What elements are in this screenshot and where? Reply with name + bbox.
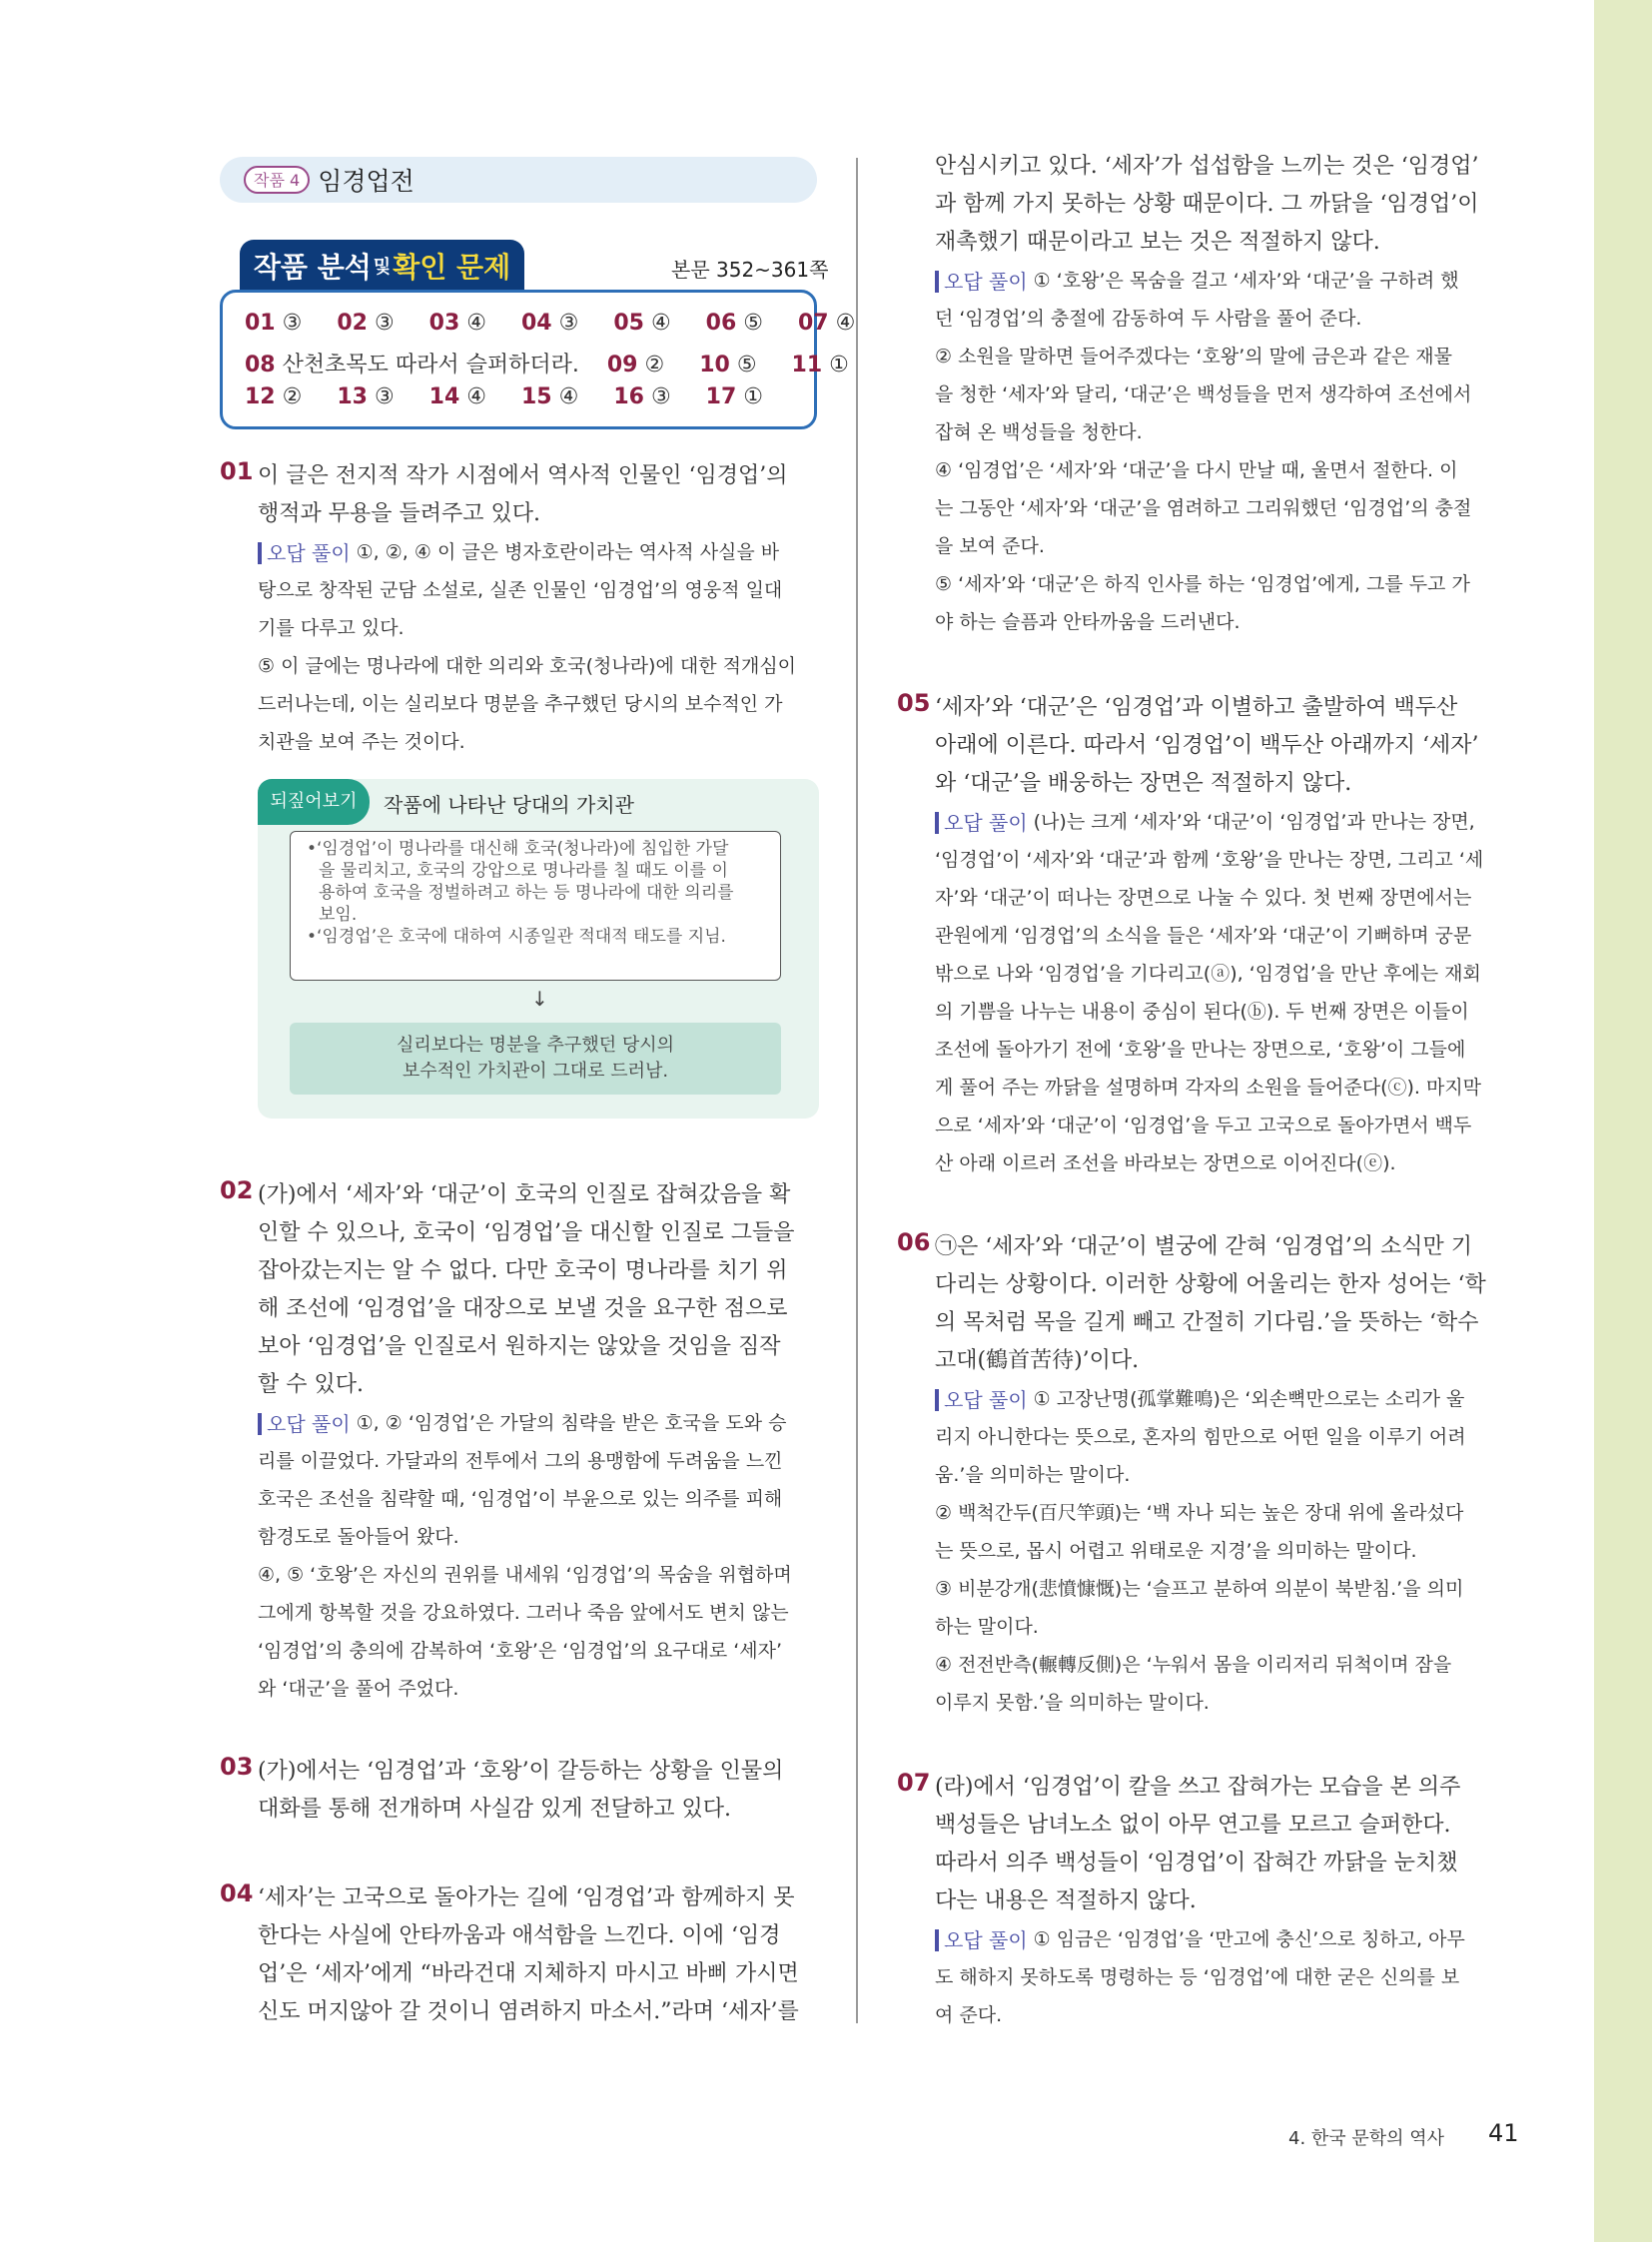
answer-line: 보아 ‘임경업’을 인질로서 원하지는 않았을 것임을 짐작 xyxy=(258,1334,781,1359)
explanation-line: ⑤ 이 글에는 명나라에 대한 의리와 호국(청나라)에 대한 적개심이 xyxy=(258,655,797,677)
review-bullet-line: 용하여 호국을 정벌하려고 하는 등 명나라에 대한 의리를 xyxy=(319,883,734,903)
answer-value: ① xyxy=(743,384,763,409)
question-number: 05 xyxy=(897,689,931,717)
explanation-line: 밖으로 나와 ‘임경업’을 기다리고(ⓐ), ‘임경업’을 만난 후에는 재회 xyxy=(935,963,1481,985)
analysis-title xyxy=(240,240,524,292)
explanation-line: ② 백척간두(百尺竿頭)는 ‘백 자나 되는 높은 장대 위에 올라섰다 xyxy=(935,1502,1464,1524)
explanation-line: 치관을 보여 주는 것이다. xyxy=(258,731,465,753)
explanation-line: 오답 풀이 ①, ②, ④ 이 글은 병자호란이라는 역사적 사실을 바 xyxy=(258,533,796,571)
answer-line: 행적과 무용을 들려주고 있다. xyxy=(258,501,540,526)
work-title: 임경업전 xyxy=(318,167,414,196)
explanation-line: 오답 풀이 ①, ② ‘임경업’은 가달의 침략을 받은 호국을 도와 승 xyxy=(258,1404,794,1442)
answer-line: 업’은 ‘세자’에게 “바라건대 지체하지 마시고 바삐 가시면 xyxy=(258,1961,799,1986)
explanation-line: 잡혀 온 백성들을 청한다. xyxy=(935,421,1143,443)
explanation-line: 함경도로 돌아들어 왔다. xyxy=(258,1526,459,1548)
explanation-line: 으로 ‘세자’와 ‘대군’이 ‘임경업’을 두고 고국으로 돌아가면서 백두 xyxy=(935,1115,1472,1136)
down-arrow-icon: ↓ xyxy=(531,987,548,1011)
explanation-line: ④ ‘임경업’은 ‘세자’와 ‘대군’을 다시 만날 때, 울면서 절한다. 이 xyxy=(935,459,1458,481)
answer-line: ‘세자’와 ‘대군’은 ‘임경업’과 이별하고 출발하여 백두산 xyxy=(935,695,1458,720)
review-bullet-line: 을 물리치고, 호국의 강압으로 명나라를 칠 때도 이를 이 xyxy=(319,861,728,881)
explanation-line: 호국은 조선을 침략할 때, ‘임경업’이 부윤으로 있는 의주를 피해 xyxy=(258,1488,783,1510)
answer-line: 와 ‘대군’을 배웅하는 장면은 적절하지 않다. xyxy=(935,771,1352,796)
answer-number: 14 xyxy=(428,384,460,409)
explanation-line: 을 청한 ‘세자’와 달리, ‘대군’은 백성들을 먼저 생각하여 조선에서 xyxy=(935,383,1472,405)
answer-number: 16 xyxy=(613,384,644,409)
answer-key-box xyxy=(220,290,856,429)
odap-label: 오답 풀이 xyxy=(935,1929,1028,1951)
question-number: 07 xyxy=(897,1769,931,1797)
answer-value: ③ xyxy=(650,384,671,409)
review-conclusion xyxy=(290,1023,781,1095)
answer-value: ③ xyxy=(282,311,303,336)
answer-value: ④ xyxy=(466,311,487,336)
explanation-line: 여 준다. xyxy=(935,2004,1003,2026)
answer-line: 다리는 상황이다. 이러한 상황에 어울리는 한자 성어는 ‘학 xyxy=(935,1272,1486,1297)
answer-number: 12 xyxy=(245,384,276,409)
review-badge: 되짚어보기 xyxy=(258,779,370,825)
answer-line: (라)에서 ‘임경업’이 칼을 쓰고 잡혀가는 모습을 본 의주 xyxy=(935,1775,1461,1800)
analysis-title-b: 및 xyxy=(373,257,392,278)
analysis-title-a: 작품 분석 xyxy=(253,251,372,284)
question-number: 03 xyxy=(220,1753,254,1781)
answer-line: 재촉했기 때문이라고 보는 것은 적절하지 않다. xyxy=(935,230,1380,255)
explanation-line: 기를 다루고 있다. xyxy=(258,617,405,639)
review-bullet-line: 보임. xyxy=(319,905,358,925)
answer-value: ④ xyxy=(466,384,487,409)
answer-value: ⑤ xyxy=(736,353,757,377)
answer-line: 백성들은 남녀노소 없이 아무 연고를 모르고 슬퍼한다. xyxy=(935,1813,1451,1838)
answer-line: 해 조선에 ‘임경업’을 대장으로 보낼 것을 요구한 점으로 xyxy=(258,1296,788,1321)
question-number: 04 xyxy=(220,1879,254,1907)
answer-line: 이 글은 전지적 작가 시점에서 역사적 인물인 ‘임경업’의 xyxy=(258,463,788,488)
explanation-line: 리지 아니한다는 뜻으로, 혼자의 힘만으로 어떤 일을 이루기 어려 xyxy=(935,1426,1466,1448)
answer-line: ㉠은 ‘세자’와 ‘대군’이 별궁에 갇혀 ‘임경업’의 소식만 기 xyxy=(935,1234,1472,1259)
answer-value: ③ xyxy=(374,384,395,409)
answer-value: ① xyxy=(829,353,849,377)
explanation-line: 관원에게 ‘임경업’의 소식을 들은 ‘세자’와 ‘대군’이 기뻐하며 궁문 xyxy=(935,925,1472,947)
explanation-line: ② 소원을 말하면 들어주겠다는 ‘호왕’의 말에 금은과 같은 재물 xyxy=(935,346,1452,368)
odap-label: 오답 풀이 xyxy=(935,812,1028,834)
work-tag: 작품 4 xyxy=(244,166,310,194)
explanation-line: 조선에 돌아가기 전에 ‘호왕’을 만나는 장면으로, ‘호왕’이 그들에 xyxy=(935,1039,1466,1061)
review-conclusion-line: 보수적인 가치관이 그대로 드러남. xyxy=(402,1061,669,1082)
odap-label: 오답 풀이 xyxy=(258,542,351,564)
answer-number: 13 xyxy=(337,384,368,409)
explanation-line: 드러나는데, 이는 실리보다 명분을 추구했던 당시의 보수적인 가 xyxy=(258,693,783,715)
answer-line: 잡아갔는지는 알 수 없다. 다만 호국이 명나라를 치기 위 xyxy=(258,1258,788,1283)
odap-label: 오답 풀이 xyxy=(935,271,1028,293)
explanation-line: 게 풀어 주는 까닭을 설명하며 각자의 소원을 들어준다(ⓒ). 마지막 xyxy=(935,1077,1482,1099)
answer-row xyxy=(245,348,849,378)
explanation-line: 는 그동안 ‘세자’와 ‘대군’을 염려하고 그리워했던 ‘임경업’의 충절 xyxy=(935,497,1472,519)
answer-number: 08 xyxy=(245,353,276,377)
answer-line: 한다는 사실에 안타까움과 애석함을 느낀다. 이에 ‘임경 xyxy=(258,1923,781,1948)
answer-line: 의 목처럼 목을 길게 빼고 간절히 기다림.’을 뜻하는 ‘학수 xyxy=(935,1310,1479,1335)
question-number: 01 xyxy=(220,457,254,485)
explanation-line: ‘임경업’의 충의에 감복하여 ‘호왕’은 ‘임경업’의 요구대로 ‘세자’ xyxy=(258,1640,783,1662)
explanation-line: 와 ‘대군’을 풀어 주었다. xyxy=(258,1678,459,1700)
answer-number: 05 xyxy=(613,311,644,336)
answer-number: 15 xyxy=(520,384,552,409)
answer-line: (가)에서는 ‘임경업’과 ‘호왕’이 갈등하는 상황을 인물의 xyxy=(258,1759,784,1784)
odap-label: 오답 풀이 xyxy=(258,1413,351,1435)
answer-number: 02 xyxy=(337,311,368,336)
answer-value: ② xyxy=(282,384,303,409)
answer-line: 인할 수 있으나, 호국이 ‘임경업’을 대신할 인질로 그들을 xyxy=(258,1220,795,1245)
answer-line: 신도 머지않아 갈 것이니 염려하지 마소서.”라며 ‘세자’를 xyxy=(258,1999,799,2024)
question-number: 06 xyxy=(897,1228,931,1256)
answer-line: 안심시키고 있다. ‘세자’가 섭섭함을 느끼는 것은 ‘임경업’ xyxy=(935,154,1479,179)
explanation-line: 야 하는 슬픔과 안타까움을 드러낸다. xyxy=(935,611,1240,633)
answer-line: 대화를 통해 전개하며 사실감 있게 전달하고 있다. xyxy=(258,1797,731,1822)
answer-line: 과 함께 가지 못하는 상황 때문이다. 그 까닭을 ‘임경업’이 xyxy=(935,192,1479,217)
explanation-line: ‘임경업’이 ‘세자’와 ‘대군’과 함께 ‘호왕’을 만나는 장면, 그리고 ‘세 xyxy=(935,849,1484,871)
explanation-line: 는 뜻으로, 몹시 어렵고 위태로운 지경’을 의미하는 말이다. xyxy=(935,1540,1417,1562)
explanation-line: 그에게 항복할 것을 강요하였다. 그러나 죽음 앞에서도 변치 않는 xyxy=(258,1602,789,1624)
answer-number: 01 xyxy=(245,311,276,336)
answer-line: ‘세자’는 고국으로 돌아가는 길에 ‘임경업’과 함께하지 못 xyxy=(258,1885,795,1910)
explanation-line: 오답 풀이 ① ‘호왕’은 목숨을 걸고 ‘세자’와 ‘대군’을 구하려 했 xyxy=(935,262,1478,300)
explanation-line: 을 보여 준다. xyxy=(935,535,1045,557)
explanation-line: ④ 전전반측(輾轉反側)은 ‘누워서 몸을 이리저리 뒤척이며 잠을 xyxy=(935,1654,1452,1676)
answer-value: ② xyxy=(644,353,665,377)
explanation-line: 오답 풀이 ① 임금은 ‘임경업’을 ‘만고에 충신’으로 칭하고, 아무 xyxy=(935,1920,1465,1958)
explanation-line: ③ 비분강개(悲憤慷慨)는 ‘슬프고 분하여 의분이 북받침.’을 의미 xyxy=(935,1578,1464,1600)
explanation-line: 던 ‘임경업’의 충절에 감동하여 두 사람을 풀어 준다. xyxy=(935,308,1362,330)
answer-line: 할 수 있다. xyxy=(258,1372,364,1397)
explanation-line: 오답 풀이 ① 고장난명(孤掌難鳴)은 ‘외손뼉만으로는 소리가 울 xyxy=(935,1380,1486,1418)
answer-line: 아래에 이른다. 따라서 ‘임경업’이 백두산 아래까지 ‘세자’ xyxy=(935,733,1479,758)
answer-value: ③ xyxy=(558,311,579,336)
review-box xyxy=(258,779,819,1119)
explanation-line: 오답 풀이 (나)는 크게 ‘세자’와 ‘대군’이 ‘임경업’과 만나는 장면, xyxy=(935,803,1483,841)
explanation-line: 산 아래 이르러 조선을 바라보는 장면으로 이어진다(ⓔ). xyxy=(935,1152,1396,1174)
analysis-title-c: 확인 문제 xyxy=(393,251,511,284)
answer-value: ④ xyxy=(558,384,579,409)
answer-number: 09 xyxy=(606,353,638,377)
explanation-line: 의 기쁨을 나누는 내용이 중심이 된다(ⓑ). 두 번째 장면은 이들이 xyxy=(935,1001,1469,1023)
answer-number: 06 xyxy=(705,311,737,336)
answer-number: 03 xyxy=(428,311,460,336)
answer-line: 다는 내용은 적절하지 않다. xyxy=(935,1888,1197,1913)
work-banner xyxy=(220,157,817,203)
column-divider xyxy=(856,158,858,2023)
answer-row xyxy=(245,311,855,336)
answer-number: 07 xyxy=(797,311,829,336)
answer-number: 17 xyxy=(705,384,737,409)
explanation-line: ⑤ ‘세자’와 ‘대군’은 하직 인사를 하는 ‘임경업’에게, 그를 두고 가 xyxy=(935,573,1470,595)
explanation-line: 이루지 못함.’을 의미하는 말이다. xyxy=(935,1692,1210,1714)
review-conclusion-line: 실리보다는 명분을 추구했던 당시의 xyxy=(397,1035,674,1056)
answer-line: (가)에서 ‘세자’와 ‘대군’이 호국의 인질로 잡혀갔음을 확 xyxy=(258,1182,791,1207)
explanation-line: ④, ⑤ ‘호왕’은 자신의 권위를 내세워 ‘임경업’의 목숨을 위협하며 xyxy=(258,1564,792,1586)
page-number: 41 xyxy=(1488,2119,1519,2147)
answer-number: 10 xyxy=(699,353,730,377)
footer-chapter: 4. 한국 문학의 역사 xyxy=(1288,2128,1445,2149)
question-number: 02 xyxy=(220,1176,254,1204)
side-color-strip xyxy=(1594,0,1652,2242)
answer-line: 고대(鶴首苦待)’이다. xyxy=(935,1348,1140,1373)
question-04-continued xyxy=(935,148,1478,641)
reference-pages: 본문 352~361쪽 xyxy=(671,258,829,282)
answer-number: 11 xyxy=(791,353,823,377)
review-bullet-line: •‘임경업’이 명나라를 대신해 호국(청나라)에 침입한 가달 xyxy=(307,839,729,859)
answer-value: 산천초목도 따라서 슬퍼하더라. xyxy=(282,353,579,377)
answer-row xyxy=(245,384,763,409)
answer-value: ③ xyxy=(374,311,395,336)
answer-line: 따라서 의주 백성들이 ‘임경업’이 잡혀간 까닭을 눈치챘 xyxy=(935,1851,1458,1875)
answer-value: ④ xyxy=(650,311,671,336)
answer-value: ⑤ xyxy=(743,311,763,336)
review-bullets xyxy=(290,831,781,981)
explanation-line: 하는 말이다. xyxy=(935,1616,1039,1638)
explanation-line: 도 해하지 못하도록 명령하는 등 ‘임경업’에 대한 굳은 신의를 보 xyxy=(935,1966,1460,1988)
odap-label: 오답 풀이 xyxy=(935,1389,1028,1411)
review-bullet-line: •‘임경업’은 호국에 대하여 시종일관 적대적 태도를 지님. xyxy=(307,927,726,947)
answer-number: 04 xyxy=(520,311,552,336)
explanation-line: 움.’을 의미하는 말이다. xyxy=(935,1464,1131,1486)
explanation-line: 자’와 ‘대군’이 떠나는 장면으로 나눌 수 있다. 첫 번째 장면에서는 xyxy=(935,887,1472,909)
explanation-line: 리를 이끌었다. 가달과의 전투에서 그의 용맹함에 두려움을 느낀 xyxy=(258,1450,783,1472)
review-title: 작품에 나타난 당대의 가치관 xyxy=(384,793,634,817)
explanation-line: 탕으로 창작된 군담 소설로, 실존 인물인 ‘임경업’의 영웅적 일대 xyxy=(258,579,783,601)
answer-value: ④ xyxy=(835,311,856,336)
